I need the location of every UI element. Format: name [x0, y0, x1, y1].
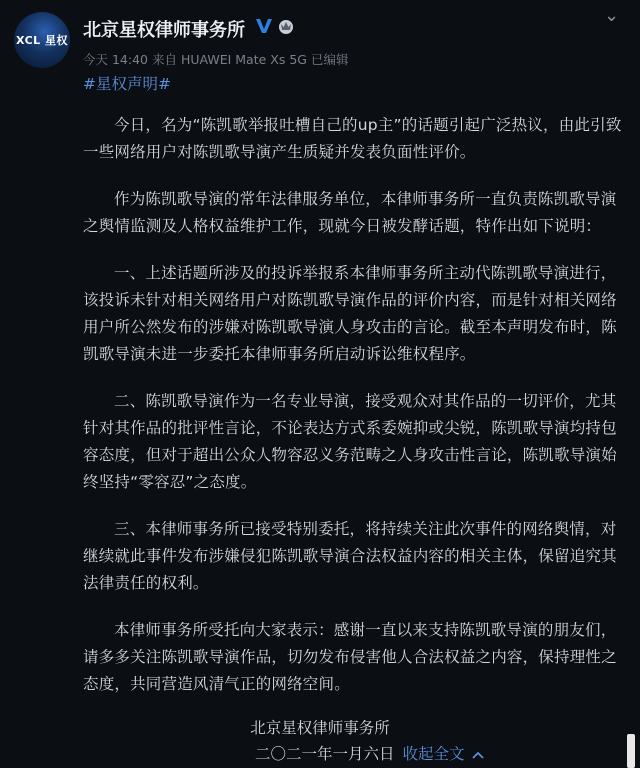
paragraph-thanks: 本律师事务所受托向大家表示：感谢一直以来支持陈凯歌导演的朋友们，请多多关注陈凯歌导演作品，切勿发布侵害他人合法权益之内容，保持理性之态度，共同营造风清气正的网络空间。: [83, 621, 617, 693]
more-options-icon[interactable]: ⌄: [603, 5, 621, 26]
paragraph-intro: 今日，名为“陈凯歌举报吐槽自己的up主”的话题引起广泛热议，由此引致一些网络用户对陈凯歌导演产生质疑并发表负面性评价。: [83, 116, 622, 161]
post-meta: 今天 14:40 来自 HUAWEI Mate Xs 5G 已编辑: [83, 52, 349, 67]
signature: 北京星权律师事务所: [250, 719, 390, 737]
author-name[interactable]: 北京星权律师事务所: [83, 20, 245, 41]
post-body: [83, 112, 623, 718]
avatar-logo: XCL 星权: [15, 34, 68, 47]
member-crown-icon: [277, 17, 295, 35]
avatar[interactable]: [14, 12, 70, 68]
post-date: 二〇二一年一月六日: [255, 745, 395, 763]
post-header: [0, 0, 640, 72]
collapse-button[interactable]: 收起全文: [402, 745, 465, 763]
chevron-up-icon[interactable]: [471, 750, 485, 760]
paragraph-point-1: 一、上述话题所涉及的投诉举报系本律师事务所主动代陈凯歌导演进行，该投诉未针对相关网络用户对陈凯歌导演作品的评价内容，而是针对相关网络用户所公然发布的涉嫌对陈凯歌导演人身攻击的言论。截至本声明发布时，陈凯歌导演未进一步委托本律师事务所启动诉讼维权程序。: [83, 264, 617, 363]
date-line: [255, 742, 485, 764]
paragraph-point-2: 二、陈凯歌导演作为一名专业导演，接受观众对其作品的一切评价，尤其针对其作品的批评性言论，不论表达方式系委婉抑或尖锐，陈凯歌导演均持包容态度，但对于超出公众人物容忍义务范畴之人身攻击性言论，陈凯歌导演始终坚持“零容忍”之态度。: [83, 392, 617, 491]
scrollbar-thumb[interactable]: [627, 734, 635, 768]
verified-v-icon: [255, 17, 273, 35]
paragraph-role: 作为陈凯歌导演的常年法律服务单位，本律师事务所一直负责陈凯歌导演之舆情监测及人格权益维护工作，现就今日被发酵话题，特作出如下说明：: [83, 190, 617, 235]
paragraph-point-3: 三、本律师事务所已接受特别委托，将持续关注此次事件的网络舆情，对继续就此事件发布涉嫌侵犯陈凯歌导演合法权益内容的相关主体，保留追究其法律责任的权利。: [83, 520, 617, 592]
topic-hashtag[interactable]: #星权声明#: [83, 75, 171, 93]
